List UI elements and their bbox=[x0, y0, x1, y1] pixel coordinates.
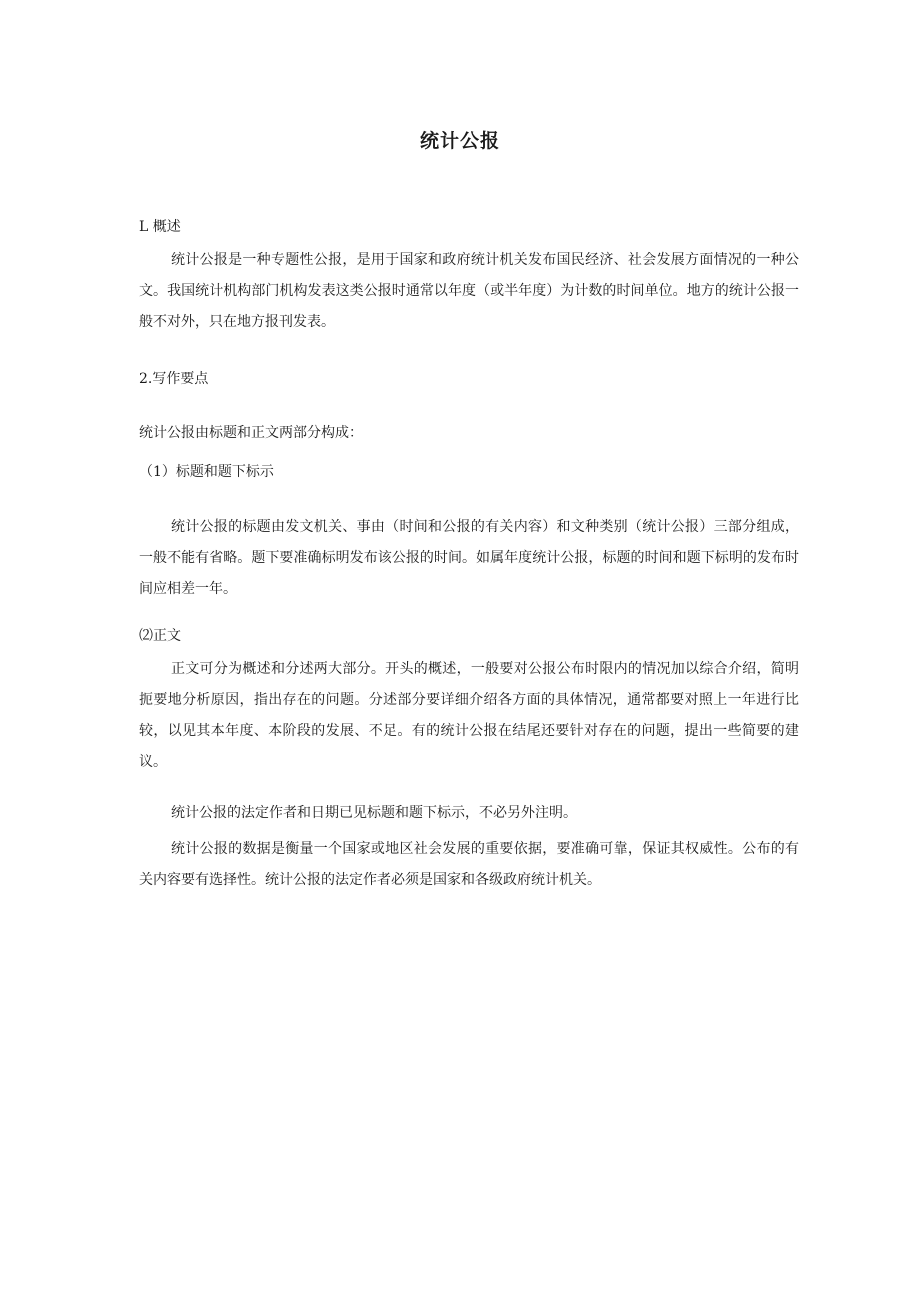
subheading-main-text: ⑵正文 bbox=[139, 628, 181, 644]
paragraph-overview: 统计公报是一种专题性公报，是用于国家和政府统计机关发布国民经济、社会发展方面情况的一种公文。我国统计机构部门机构发表这类公报时通常以年度（或半年度）为计数的时间单位。地方的统计公报一般不对外，只在地方报刊发表。 bbox=[139, 252, 799, 330]
document-title: 统计公报 bbox=[419, 130, 500, 152]
subheading-title-and-subtitle: （1）标题和题下标示 bbox=[139, 464, 274, 480]
section-heading-overview: L 概述 bbox=[139, 219, 181, 235]
paragraph-main-text-structure: 正文可分为概述和分述两大部分。开头的概述，一般要对公报公布时限内的情况加以综合介绍，简明扼要地分析原因，指出存在的问题。分述部分要详细介绍各方面的具体情况，通常都要对照上一年进行比较，以见其本年度、本阶段的发展、不足。有的统计公报在结尾还要针对存在的问题，提出一些简要的建议。 bbox=[139, 661, 799, 770]
section-heading-writing-points: 2.写作要点 bbox=[139, 371, 209, 387]
paragraph-structure-intro: 统计公报由标题和正文两部分构成： bbox=[139, 425, 363, 441]
paragraph-data-reliability: 统计公报的数据是衡量一个国家或地区社会发展的重要依据，要准确可靠，保证其权威性。公布的有关内容要有选择性。统计公报的法定作者必须是国家和各级政府统计机关。 bbox=[139, 841, 799, 888]
paragraph-title-rules: 统计公报的标题由发文机关、事由（时间和公报的有关内容）和文种类别（统计公报）三部分组成，一般不能有省略。题下要准确标明发布该公报的时间。如属年度统计公报，标题的时间和题下标明的发布时间应相差一年。 bbox=[139, 519, 799, 597]
paragraph-author-and-date: 统计公报的法定作者和日期已见标题和题下标示，不必另外注明。 bbox=[171, 805, 577, 821]
